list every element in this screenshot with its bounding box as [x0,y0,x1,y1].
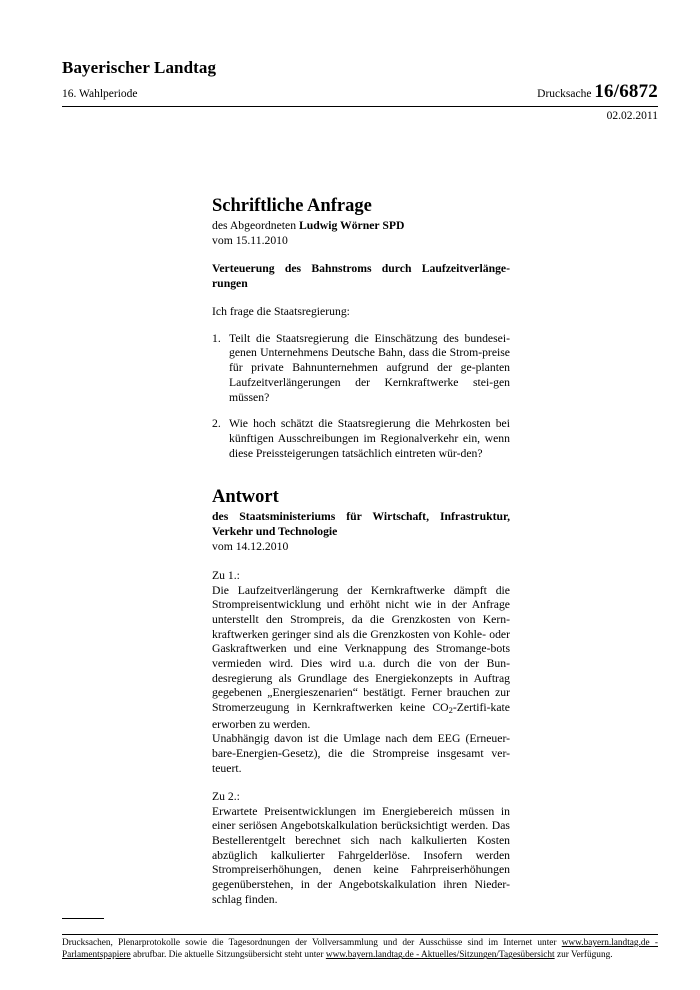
document-footer [62,937,658,962]
answer-paragraph: Erwartete Preisentwicklungen im Energiebereich müssen in einer seriösen Angebotskalkulation berücksichtigt werden. Das Bestellerentgelt berechnet sich nach kalkulierten Kosten abzüglich kalkulierter Fahrgelderlöse. Insofern werden Strompreiserhöhungen, denen keine Fahrpreiserhöhungen gegenüberstehen, in der Angebotskalkulation ihren Nieder-schlag finden. [212,804,510,906]
answer-heading: Antwort [212,487,279,508]
inquiry-date: vom 15.11.2010 [212,233,288,247]
inquiry-author [212,219,510,234]
footer-link-sitzungen[interactable]: www.bayern.landtag.de - Aktuelles/Sitzungen/Tagesübersicht [325,950,555,961]
drucksache-label: Drucksache [537,88,592,100]
list-item [212,417,510,461]
answer-section-label-1: Zu 1.: [212,569,240,583]
inquiry-intro: Ich frage die Staatsregierung: [212,305,350,319]
list-item [212,332,510,406]
question-number: 1. [212,331,221,345]
answer-section-label-2: Zu 2.: [212,790,240,804]
footnote-separator [62,918,104,919]
footer-link-parlamentspapiere[interactable]: www.bayern.landtag.de - Parlamentspapiere [62,938,658,961]
inquiry-author-prefix: des Abgeordneten [212,219,299,232]
drucksache-number: 16/6872 [594,81,658,102]
inquiry-author-name: Ludwig Wörner SPD [298,219,405,232]
answer-date: vom 14.12.2010 [212,539,289,553]
publication-date: 02.02.2011 [606,110,658,122]
document-body [212,196,510,907]
header-meta-row [62,81,658,103]
legislative-period: 16. Wahlperiode [62,88,138,100]
parliament-title: Bayerischer Landtag [62,58,217,77]
answer-paragraph: Die Laufzeitverlängerung der Kernkraftwerke dämpft die Strompreisentwicklung und erhöht nicht wie in der Anfrage unterstellt den Strompreis, da die Grenzkosten von Kern-kraftwerken geringer sind als die Grenzkosten von Kohle- oder Gaskraftwerken und eine Verknappung des Stromange-bots vermieden wird. Dies wird u.a. durch die von der Bun-desregierung als Grundlage des Energiekonzepts in Auftrag gegebenen „Energieszenarien“ bestätigt. Ferner brauchen zur Stromerzeugung in Kernkraftwerken keine $CO_2-Zertifi$-kate erworben zu werden. [212,583,510,731]
footer-text-1: Drucksachen, Plenarprotokolle sowie die Tagesordnungen der Vollversammlung und der Ausschüsse sind im Internet unter [62,938,562,948]
answer-ministry: des Staatsministeriums für Wirtschaft, Infrastruktur, Verkehr und Technologie [212,510,510,538]
inquiry-heading: Schriftliche Anfrage [212,196,372,216]
paragraph-spacer [212,776,510,790]
footer-text-3: zur Verfügung. [554,950,613,961]
inquiry-topic: Verteuerung des Bahnstroms durch Laufzeitverlänge- rungen [212,262,510,290]
question-number: 2. [212,417,221,431]
document-header [62,58,658,103]
question-text: Wie hoch schätzt die Staatsregierung die Mehrkosten bei künftigen Ausschreibungen im Regionalverkehr ein, wenn diese Preissteigerungen tatsächlich eintreten wür-den? [229,417,510,460]
question-list [212,332,510,462]
footer-text-2: abrufbar. Die aktuelle Sitzungsübersicht steht unter [130,950,326,961]
header-divider [62,106,658,107]
footer-divider [62,934,658,935]
question-text: Teilt die Staatsregierung die Einschätzung des bundesei-genen Unternehmens Deutsche Bahn, dass die Strom-preise für private Bahnunternehmen aufgrund der ge-planten Laufzeitverlängerungen der Kernkraftwerke stei-gen müssen? [229,331,510,404]
answer-paragraph: Unabhängig davon ist die Umlage nach dem EEG (Erneuer-bare-Energien-Gesetz), die die Strompreise insgesamt ver-teuert. [212,732,510,775]
answer-section [212,487,510,907]
drucksache-block [537,81,658,103]
